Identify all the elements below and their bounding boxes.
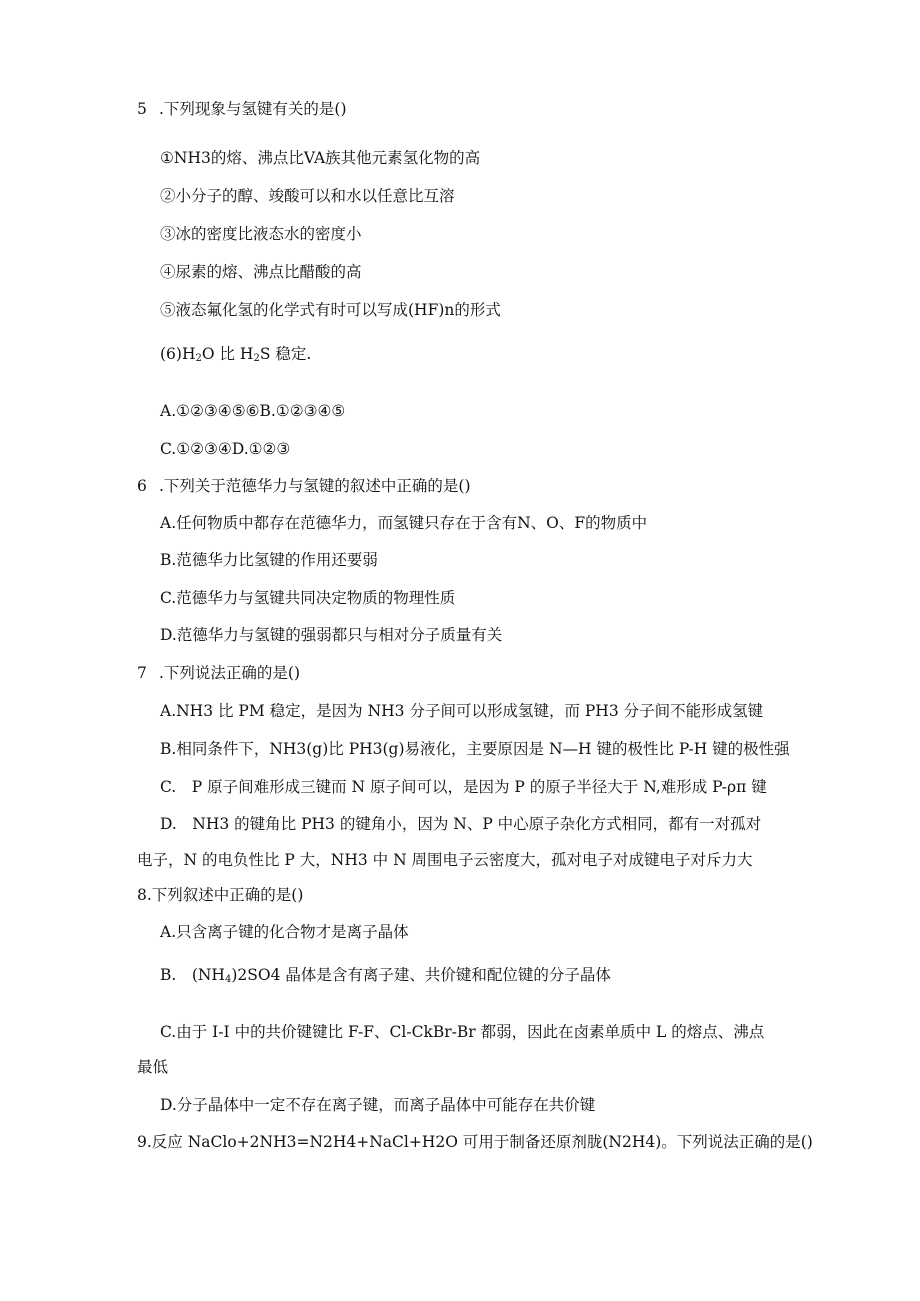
question-stem: .下列关于范德华力与氢键的叙述中正确的是() bbox=[159, 477, 471, 495]
option-b: B.相同条件下，NH3(g)比 PH3(g)易液化，主要原因是 N—H 键的极性比 P-H 键的极性强 bbox=[160, 740, 790, 758]
option-d: D.分子晶体中一定不存在离子键，而离子晶体中可能存在共价键 bbox=[160, 1096, 596, 1114]
question-6 bbox=[137, 476, 471, 496]
question-stem: .下列现象与氢键有关的是() bbox=[159, 100, 347, 118]
option-a: A.只含离子键的化合物才是离子晶体 bbox=[160, 923, 409, 941]
option-c: C.范德华力与氢键共同决定物质的物理性质 bbox=[160, 589, 456, 607]
option-cd: C.①②③④D.①②③ bbox=[160, 440, 291, 458]
question-8 bbox=[137, 885, 303, 905]
statement-6: $(6)H_2O$ 比 $H_2S$ 稳定. bbox=[160, 345, 312, 364]
question-number: 8. bbox=[137, 886, 152, 904]
option-b: B.范德华力比氢键的作用还要弱 bbox=[160, 551, 378, 569]
option-d: D. NH3 的键角比 PH3 的键角小，因为 N、P 中心原子杂化方式相同，都有一对孤对 bbox=[160, 815, 762, 833]
option-c: C.由于 I-I 中的共价键键比 F-F、Cl-CkBr-Br 都弱，因此在卤素单质中 L 的熔点、沸点 bbox=[160, 1023, 765, 1041]
option-a: A.任何物质中都存在范德华力，而氢键只存在于含有N、O、F的物质中 bbox=[160, 514, 648, 532]
option-ab: A.①②③④⑤⑥B.①②③④⑤ bbox=[160, 402, 346, 420]
statement-2: ②小分子的醇、竣酸可以和水以任意比互溶 bbox=[160, 187, 455, 205]
statement-1: ①NH3的熔、沸点比VA族其他元素氢化物的高 bbox=[160, 149, 481, 167]
option-b: B. $(NH_4)2SO4$ 晶体是含有离子建、共价键和配位键的分子晶体 bbox=[160, 966, 611, 985]
question-stem: .下列说法正确的是() bbox=[159, 664, 301, 682]
option-c: C. P 原子间难形成三键而 N 原子间可以，是因为 P 的原子半径大于 N,难形成 P-ρπ 键 bbox=[160, 778, 767, 796]
option-d: D.范德华力与氢键的强弱都只与相对分子质量有关 bbox=[160, 626, 503, 644]
question-9 bbox=[137, 1132, 813, 1152]
question-number: 5 bbox=[137, 100, 147, 118]
option-c-continuation: 最低 bbox=[137, 1058, 169, 1076]
question-stem: 反应 NaClo+2NH3=N2H4+NaCl+H2O 可用于制备还原剂胧(N2H4)。下列说法正确的是() bbox=[151, 1133, 813, 1151]
question-5 bbox=[137, 99, 347, 119]
statement-5: ⑤液态氟化氢的化学式有时可以写成(HF)n的形式 bbox=[160, 301, 501, 319]
question-number: 6 bbox=[137, 477, 147, 495]
question-stem: 下列叙述中正确的是() bbox=[151, 886, 304, 904]
statement-3: ③冰的密度比液态水的密度小 bbox=[160, 225, 362, 243]
option-a: A.NH3 比 PM 稳定，是因为 NH3 分子间可以形成氢键，而 PH3 分子间不能形成氢键 bbox=[160, 702, 764, 720]
question-number: 9. bbox=[137, 1133, 152, 1151]
question-number: 7 bbox=[137, 664, 147, 682]
statement-4: ④尿素的熔、沸点比醋酸的高 bbox=[160, 263, 362, 281]
question-7 bbox=[137, 663, 300, 683]
option-d-continuation: 电子，N 的电负性比 P 大，NH3 中 N 周围电子云密度大，孤对电子对成键电子对斥力大 bbox=[137, 851, 753, 869]
